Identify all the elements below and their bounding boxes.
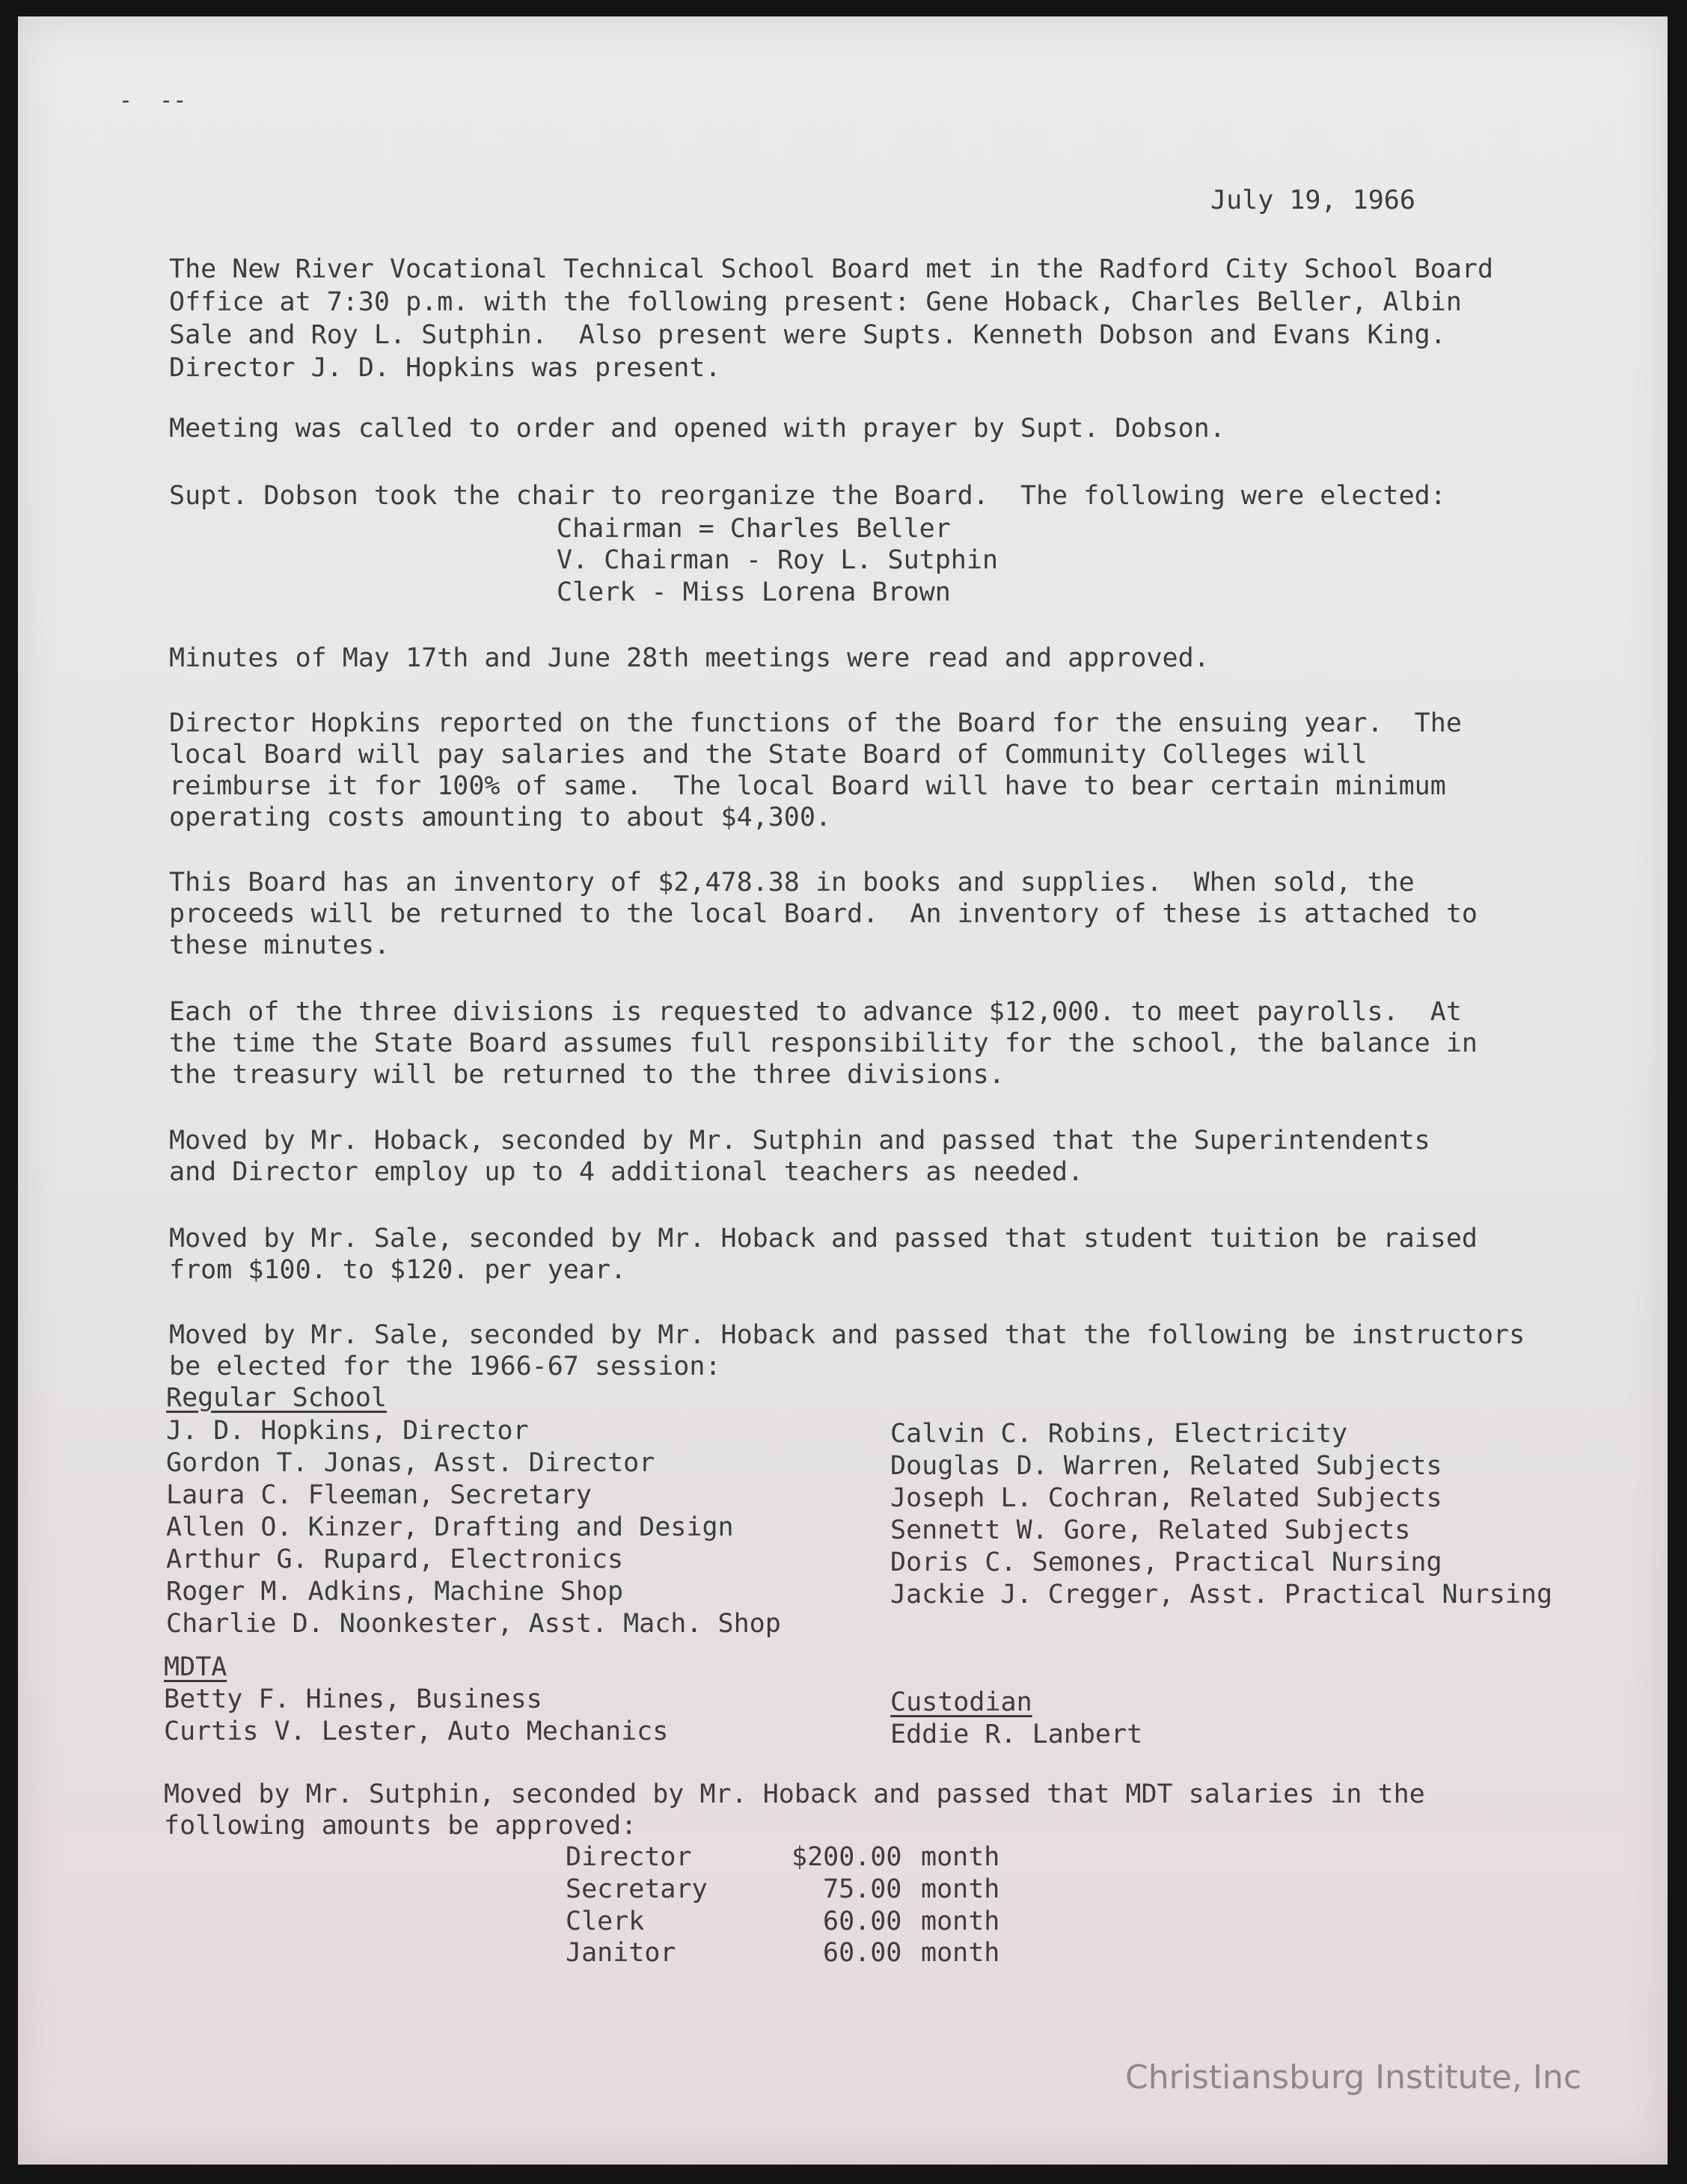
salary-amount: 60.00 <box>823 1907 902 1936</box>
staff-item: Betty F. Hines, Business <box>164 1684 542 1714</box>
staff-item: Douglas D. Warren, Related Subjects <box>890 1451 1442 1481</box>
salary-role: Clerk <box>566 1907 645 1936</box>
text-line: be elected for the 1966-67 session: <box>169 1352 721 1381</box>
salary-unit: month <box>921 1842 1000 1872</box>
text-line: Moved by Mr. Sale, seconded by Mr. Hoback and passed that the following be instructors <box>169 1320 1525 1350</box>
salary-amount: $200.00 <box>792 1842 902 1872</box>
text-line: reimburse it for 100% of same. The local Board will have to bear certain minimum <box>169 771 1446 801</box>
salary-unit: month <box>921 1907 1000 1936</box>
salary-amount: 75.00 <box>823 1874 902 1904</box>
text-line: Director Hopkins reported on the functions of the Board for the ensuing year. The <box>169 708 1462 738</box>
staff-item: Jackie J. Cregger, Asst. Practical Nursing <box>890 1580 1553 1610</box>
text-line: following amounts be approved: <box>164 1811 637 1841</box>
text-line: local Board will pay salaries and the State Board of Community Colleges will <box>169 740 1368 770</box>
text-line: and Director employ up to 4 additional teachers as needed. <box>169 1157 1084 1187</box>
text-line: Each of the three divisions is requested to advance $12,000. to meet payrolls. At <box>169 997 1462 1027</box>
salary-amount: 60.00 <box>823 1938 902 1968</box>
salary-role: Secretary <box>566 1874 708 1904</box>
text-line: the time the State Board assumes full responsibility for the school, the balance in <box>169 1028 1478 1058</box>
text-line: Moved by Mr. Sale, seconded by Mr. Hoback and passed that student tuition be raised <box>169 1224 1478 1254</box>
staff-item: Eddie R. Lanbert <box>890 1720 1143 1749</box>
staff-item: Calvin C. Robins, Electricity <box>890 1419 1348 1449</box>
staff-item: Joseph L. Cochran, Related Subjects <box>890 1483 1442 1513</box>
watermark-text: Christiansburg Institute, Inc <box>1125 2058 1582 2096</box>
section-heading: Regular School <box>166 1383 388 1413</box>
staff-item: Curtis V. Lester, Auto Mechanics <box>164 1717 669 1746</box>
text-line: the treasury will be returned to the three divisions. <box>169 1060 1005 1090</box>
text-line: Office at 7:30 p.m. with the following present: Gene Hoback, Charles Beller, Albin <box>169 287 1462 317</box>
paragraph-reorganize: Supt. Dobson took the chair to reorganize the Board. The following were elected: <box>169 481 1446 511</box>
document-date: July 19, 1966 <box>1210 185 1415 215</box>
stray-mark: - -- <box>119 88 187 114</box>
text-line: Moved by Mr. Sutphin, seconded by Mr. Hoback and passed that MDT salaries in the <box>164 1779 1425 1809</box>
text-line: these minutes. <box>169 930 391 960</box>
officer-item: V. Chairman - Roy L. Sutphin <box>557 545 999 575</box>
paragraph-minutes: Minutes of May 17th and June 28th meetings were read and approved. <box>169 643 1210 673</box>
staff-item: Charlie D. Noonkester, Asst. Mach. Shop <box>166 1609 781 1639</box>
document-page <box>18 16 1668 2165</box>
text-line: Sale and Roy L. Sutphin. Also present were Supts. Kenneth Dobson and Evans King. <box>169 320 1446 350</box>
text-line: operating costs amounting to about $4,300. <box>169 803 832 832</box>
text-line: Moved by Mr. Hoback, seconded by Mr. Sutphin and passed that the Superintendents <box>169 1126 1430 1156</box>
section-heading: MDTA <box>164 1652 227 1682</box>
officer-item: Clerk - Miss Lorena Brown <box>557 577 951 607</box>
paragraph-call-to-order: Meeting was called to order and opened with prayer by Supt. Dobson. <box>169 414 1225 444</box>
text-line: proceeds will be returned to the local Board. An inventory of these is attached to <box>169 899 1478 929</box>
salary-role: Director <box>566 1842 692 1872</box>
staff-item: Laura C. Fleeman, Secretary <box>166 1480 592 1510</box>
section-heading: Custodian <box>890 1687 1032 1717</box>
staff-item: Gordon T. Jonas, Asst. Director <box>166 1448 655 1478</box>
text-line: Director J. D. Hopkins was present. <box>169 353 721 383</box>
staff-item: Doris C. Semones, Practical Nursing <box>890 1547 1442 1577</box>
salary-unit: month <box>921 1874 1000 1904</box>
text-line: This Board has an inventory of $2,478.38 in books and supplies. When sold, the <box>169 868 1415 898</box>
officer-item: Chairman = Charles Beller <box>557 514 951 544</box>
text-line: The New River Vocational Technical School Board met in the Radford City School Board <box>169 254 1494 284</box>
salary-role: Janitor <box>566 1938 676 1968</box>
text-line: from $100. to $120. per year. <box>169 1255 627 1285</box>
staff-item: Sennett W. Gore, Related Subjects <box>890 1515 1411 1545</box>
staff-item: J. D. Hopkins, Director <box>166 1416 529 1446</box>
staff-item: Allen O. Kinzer, Drafting and Design <box>166 1512 734 1542</box>
salary-unit: month <box>921 1938 1000 1968</box>
staff-item: Arthur G. Rupard, Electronics <box>166 1545 624 1574</box>
staff-item: Roger M. Adkins, Machine Shop <box>166 1577 624 1607</box>
